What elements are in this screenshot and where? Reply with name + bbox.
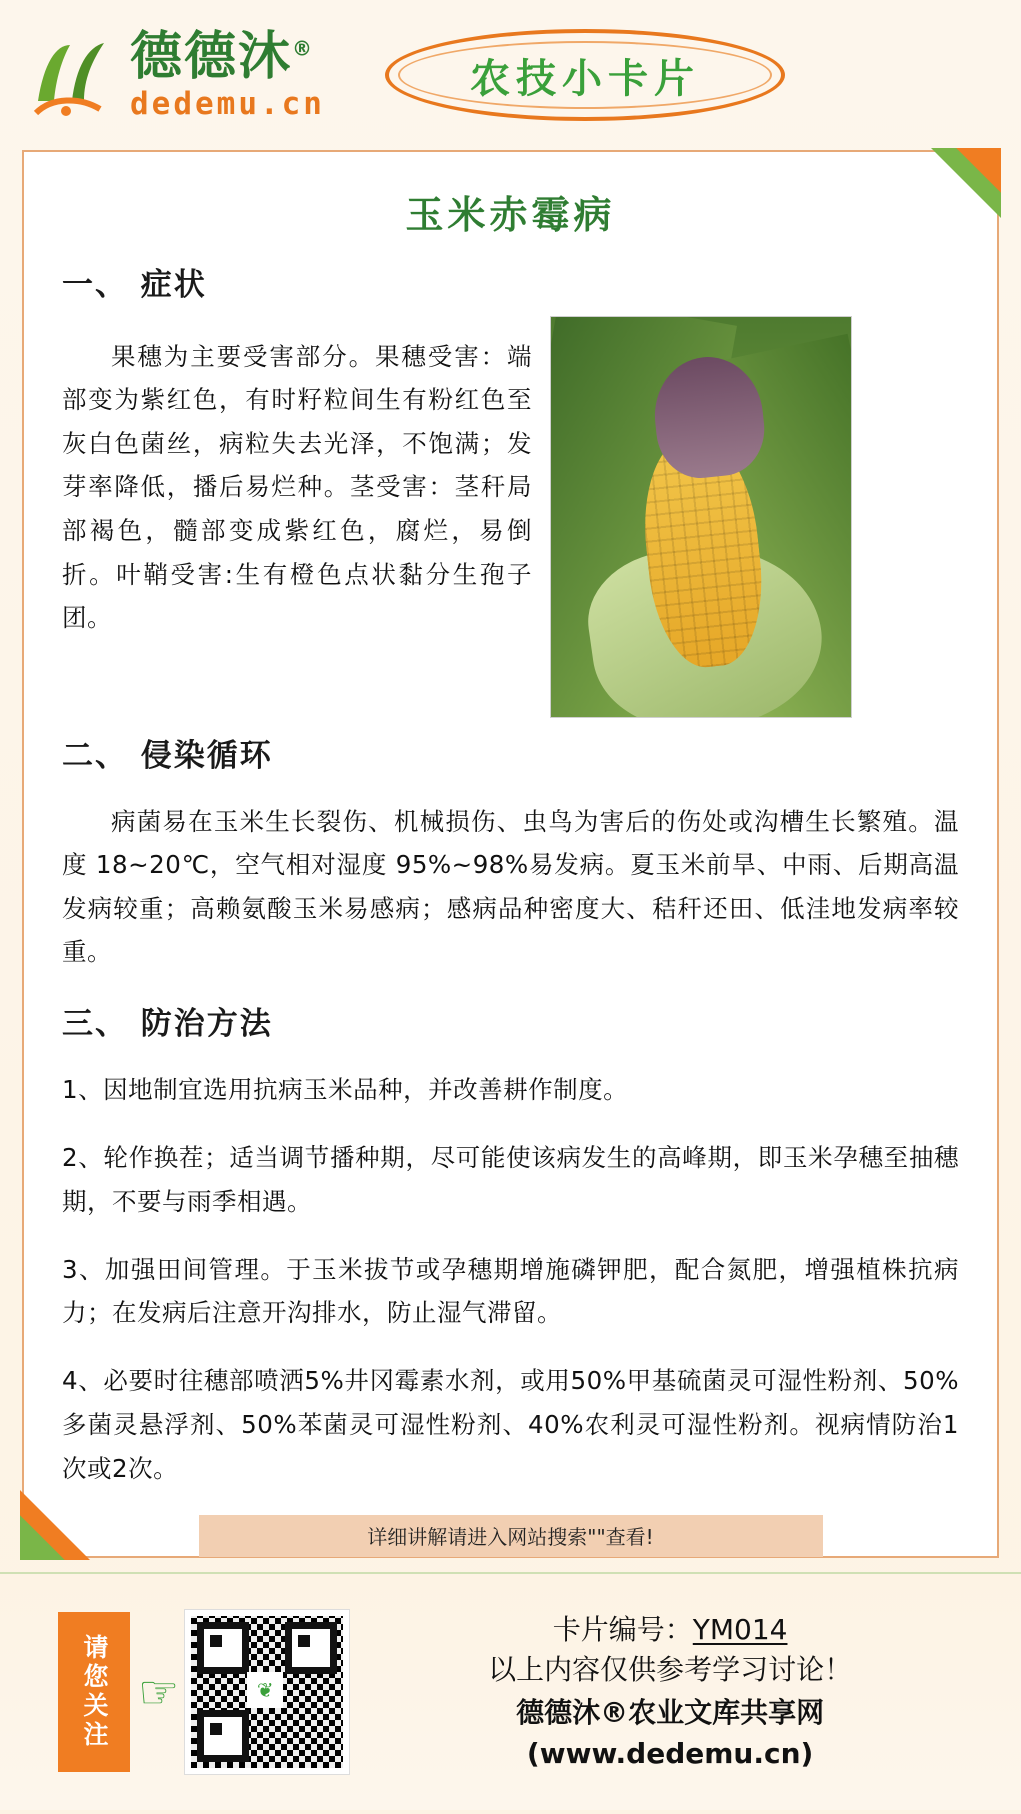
- registered-mark: ®: [292, 36, 315, 61]
- section-heading-symptoms: 一、 症状: [62, 267, 207, 303]
- brand-name-cn: 德德沐®: [130, 26, 315, 87]
- control-paragraph-1: 1、因地制宜选用抗病玉米品种，并改善耕作制度。: [62, 1074, 629, 1104]
- qr-eye-top-right: [285, 1622, 337, 1674]
- badge-agri-card: [385, 29, 785, 121]
- disclaimer-line: 以上内容仅供参考学习讨论！: [488, 1653, 853, 1687]
- infection-cycle-paragraph: 病菌易在玉米生长裂伤、机械损伤、虫鸟为害后的伤处或沟槽生长繁殖。温度 18~20℃，空气相对湿度 95%~98%易发病。夏玉米前旱、中雨、后期高温发病较重；高赖氨酸玉米易感病；感病品种密度大、秸秆还田、低洼地发病率较重。: [62, 806, 959, 967]
- brand-domain: dedemu.cn: [130, 85, 325, 122]
- qr-eye-top-left: [197, 1622, 249, 1674]
- page-title: 玉米赤霉病: [405, 193, 616, 237]
- content-card: [22, 150, 999, 1558]
- qr-code[interactable]: [185, 1610, 349, 1774]
- tip-bar-label: 详细讲解请进入网站搜索""查看!: [367, 1525, 654, 1550]
- symptoms-text-column: [62, 310, 532, 664]
- footer-text-block: [349, 1610, 991, 1774]
- follow-us-banner: 请您关注: [58, 1612, 130, 1772]
- card-content: [22, 150, 999, 1558]
- page-footer: [0, 1572, 1021, 1810]
- tip-bar[interactable]: [199, 1515, 823, 1557]
- control-paragraph-4: 4、必要时往穗部喷洒5%井冈霉素水剂，或用50%甲基硫菌灵可湿性粉剂、50%多菌灵悬浮剂、50%苯菌灵可湿性粉剂、40%农利灵可湿性粉剂。视病情防治1次或2次。: [62, 1366, 959, 1483]
- page-header: [0, 0, 1021, 150]
- qr-center-logo: ❦: [247, 1672, 283, 1708]
- symptoms-row: [62, 310, 959, 718]
- badge-inner-ring: [398, 41, 772, 109]
- section-heading-control-methods: 三、 防治方法: [62, 1006, 273, 1043]
- site-name-line: 德德沐®农业文库共享网: [516, 1696, 825, 1729]
- green-sprout-logo-icon: [26, 27, 122, 123]
- brand-text: [130, 26, 325, 122]
- brand-logo[interactable]: [26, 27, 325, 123]
- symptoms-paragraph: 果穗为主要受害部分。果穗受害：端部变为紫红色，有时籽粒间生有粉红色至灰白色菌丝，病粒失去光泽，不饱满；发芽率降低，播后易烂种。茎受害：茎秆局部褐色，髓部变成紫红色，腐烂，易倒折。叶鞘受害:生有橙色点状黏分生孢子团。: [62, 341, 532, 633]
- qr-eye-bottom-left: [197, 1710, 249, 1762]
- pointing-hand-icon: ☞: [138, 1666, 180, 1718]
- card-number-line: [349, 1610, 991, 1651]
- control-paragraph-2: 2、轮作换茬；适当调节播种期，尽可能使该病发生的高峰期，即玉米孕穗至抽穗期，不要与雨季相遇。: [62, 1143, 959, 1216]
- site-url-line[interactable]: (www.dedemu.cn): [526, 1736, 814, 1770]
- diseased-corn-ear-photo: [550, 316, 852, 718]
- card-number-value: YM014: [692, 1612, 788, 1646]
- control-paragraph-3: 3、加强田间管理。于玉米拔节或孕穗期增施磷钾肥，配合氮肥，增强植株抗病力；在发病后注意开沟排水，防止湿气滞留。: [62, 1254, 959, 1328]
- section-heading-infection-cycle: 二、 侵染循环: [62, 738, 273, 774]
- badge-label: 农技小卡片: [469, 55, 700, 102]
- card-number-label: 卡片编号：: [552, 1612, 693, 1646]
